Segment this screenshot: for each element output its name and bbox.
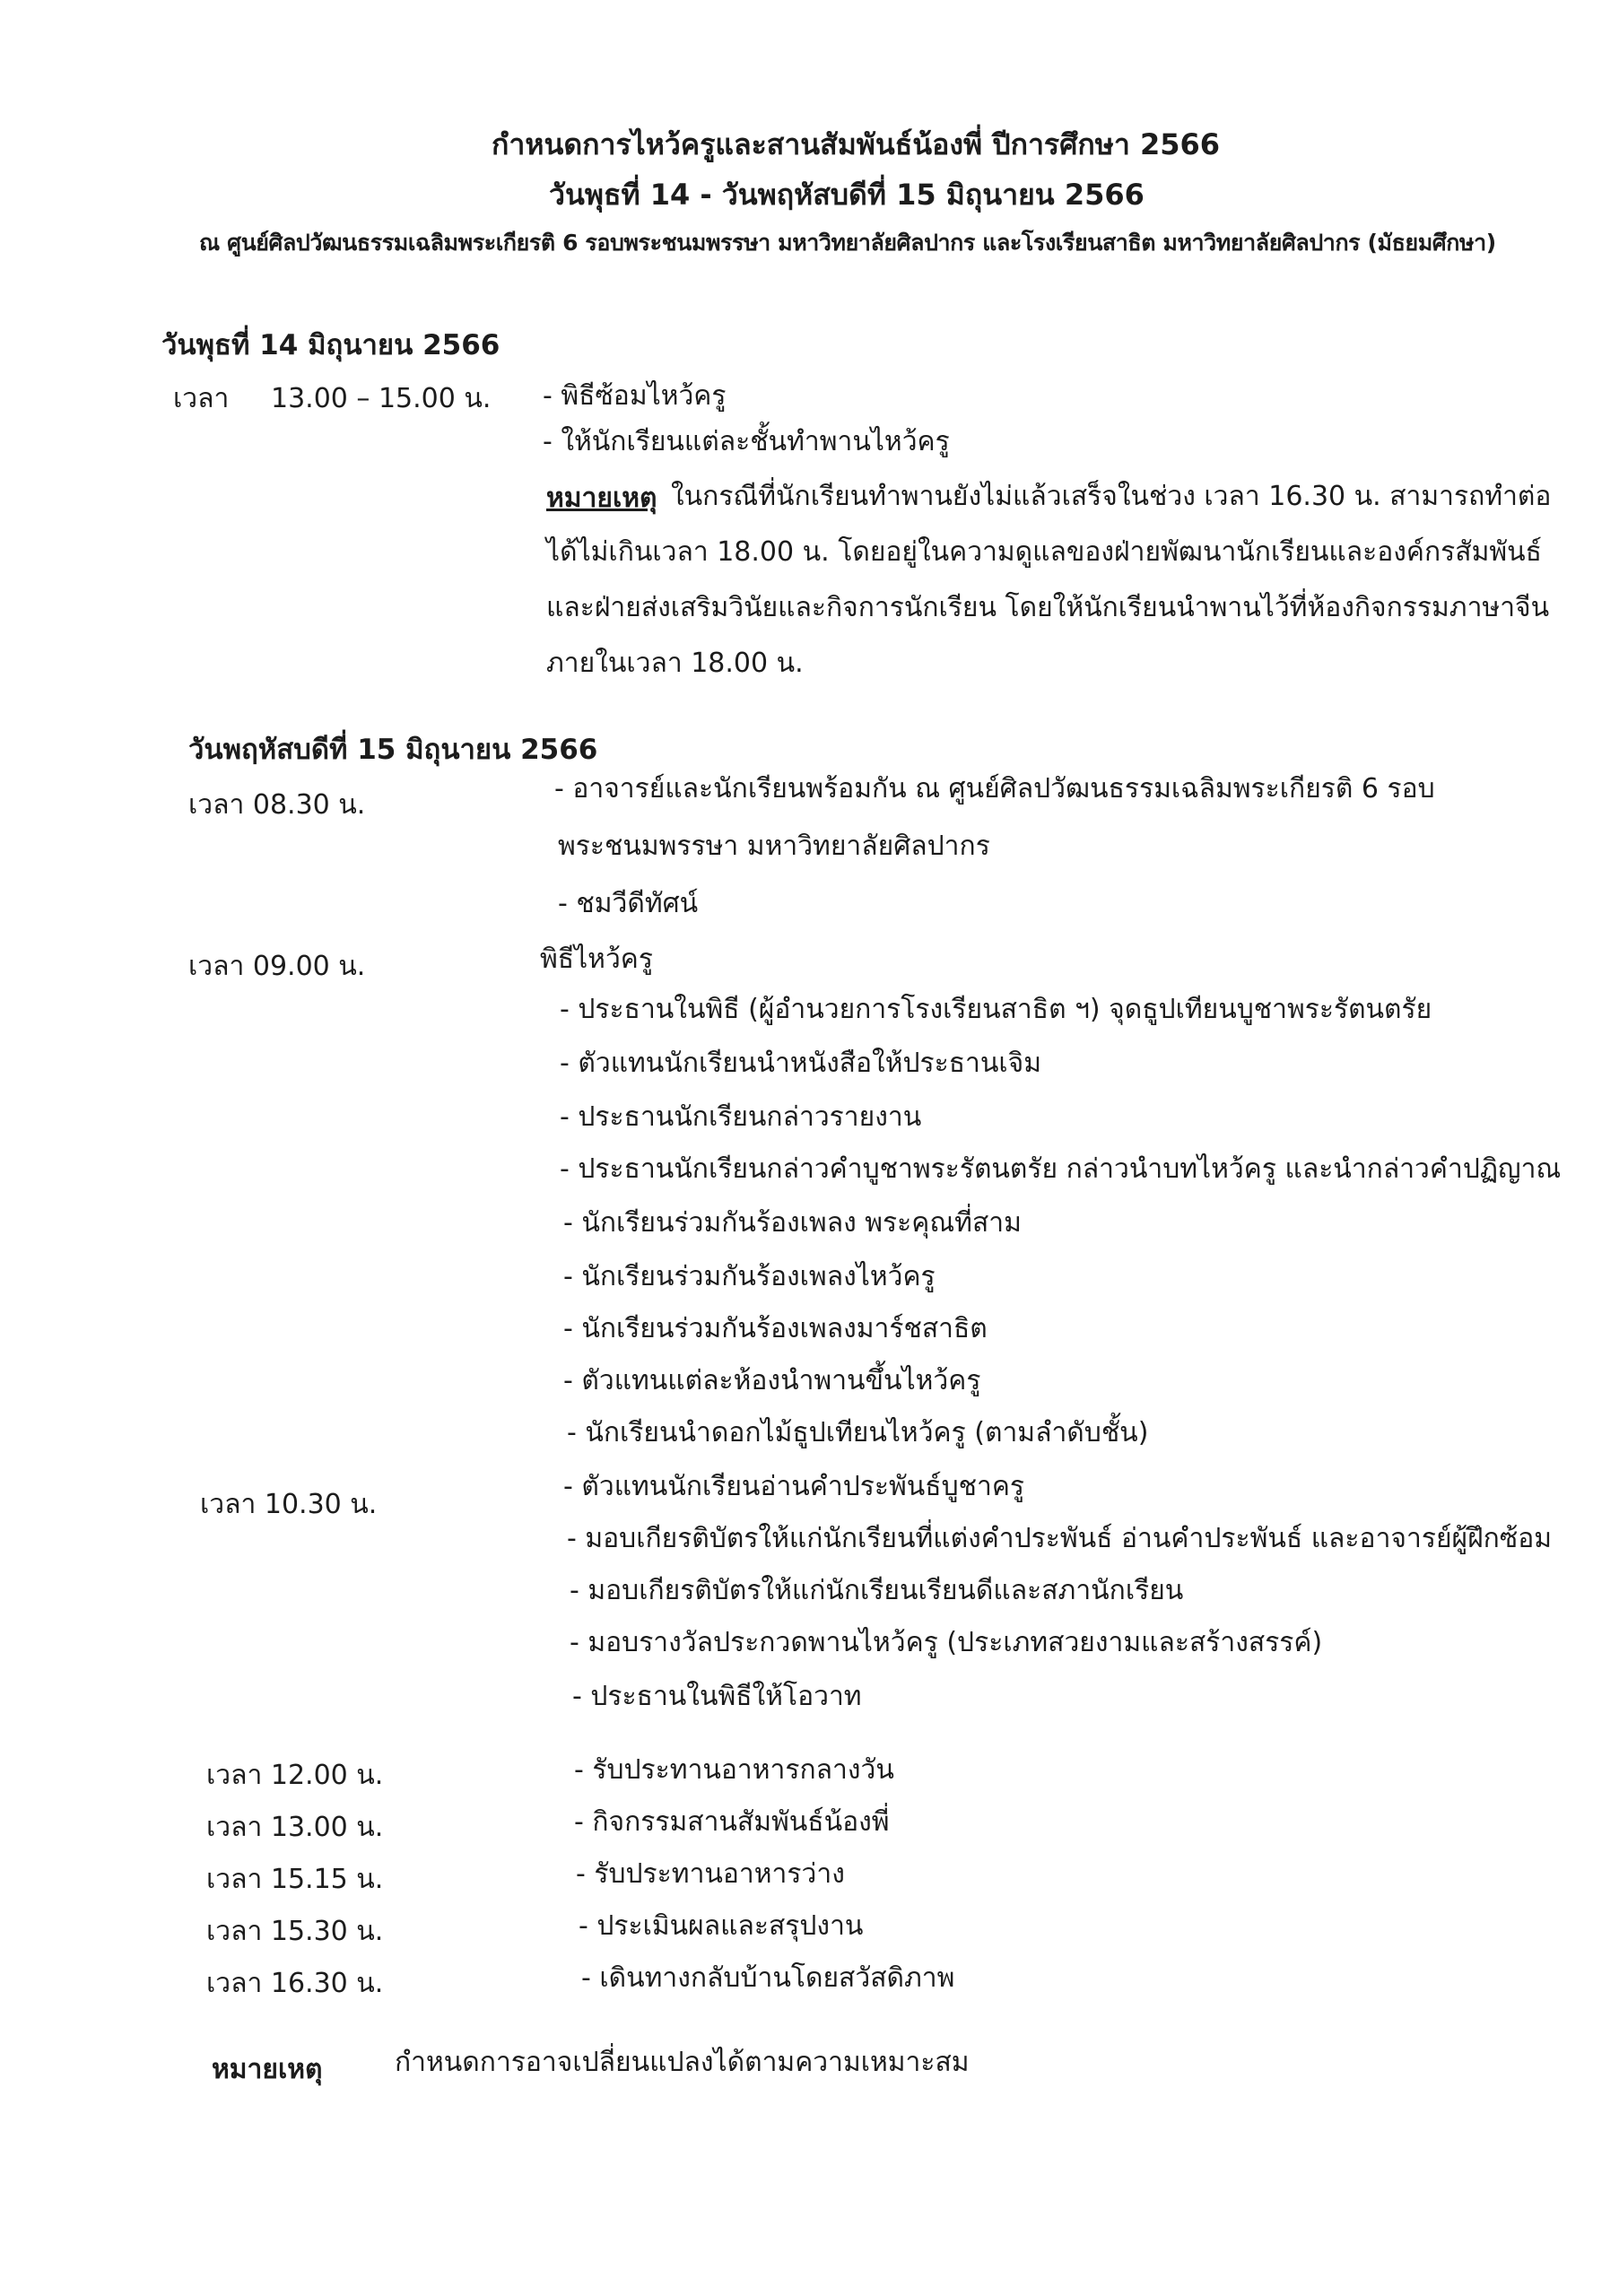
day1-note-line: ในกรณีที่นักเรียนทำพานยังไม่แล้วเสร็จในช่วง เวลา 16.30 น. สามารถทำต่อ: [671, 481, 1552, 512]
day2-time: เวลา 08.30 น.: [188, 789, 366, 821]
footer-note-label: หมายเหตุ: [212, 2054, 323, 2085]
day2-line: - นักเรียนร่วมกันร้องเพลงไหว้ครู: [563, 1261, 936, 1292]
day2-line: - กิจกรรมสานสัมพันธ์น้องพี่: [574, 1806, 890, 1838]
day2-time: เวลา 15.30 น.: [206, 1916, 384, 1947]
day2-line: - รับประทานอาหารกลางวัน: [574, 1754, 894, 1786]
day1-note-label: หมายเหตุ: [546, 483, 657, 514]
day2-line: - มอบรางวัลประกวดพานไหว้ครู (ประเภทสวยงามและสร้างสรรค์): [570, 1627, 1323, 1658]
day1-note-line: ภายในเวลา 18.00 น.: [546, 648, 804, 679]
day2-time: เวลา 15.15 น.: [206, 1864, 384, 1895]
day1-item: - พิธีซ้อมไหว้ครู: [543, 380, 727, 412]
day1-time-label: เวลา: [173, 383, 230, 414]
day1-item: - ให้นักเรียนแต่ละชั้นทำพานไหว้ครู: [543, 426, 950, 457]
day2-line: - ชมวีดีทัศน์: [558, 888, 699, 919]
day2-time: เวลา 10.30 น.: [200, 1489, 378, 1520]
day1-note-line: และฝ่ายส่งเสริมวินัยและกิจการนักเรียน โดยให้นักเรียนนำพานไว้ที่ห้องกิจกรรมภาษาจีน: [546, 592, 1550, 623]
day2-time: เวลา 12.00 น.: [206, 1760, 384, 1791]
day2-line: - นักเรียนร่วมกันร้องเพลง พระคุณที่สาม: [563, 1207, 1022, 1239]
footer-note-text: กำหนดการอาจเปลี่ยนแปลงได้ตามความเหมาะสม: [395, 2047, 970, 2078]
day2-line: - ประเมินผลและสรุปงาน: [579, 1910, 864, 1942]
day2-line: - เดินทางกลับบ้านโดยสวัสดิภาพ: [581, 1962, 955, 1994]
day1-note-line: ได้ไม่เกินเวลา 18.00 น. โดยอยู่ในความดูแลของฝ่ายพัฒนานักเรียนและองค์กรสัมพันธ์: [546, 536, 1542, 568]
day1-time: 13.00 – 15.00 น.: [271, 383, 492, 414]
document-venue: ณ ศูนย์ศิลปวัฒนธรรมเฉลิมพระเกียรติ 6 รอบพระชนมพรรษา มหาวิทยาลัยศิลปากร และโรงเรียนสาธิต มหาวิทยาลัยศิลปากร (มัธยมศึกษา): [199, 230, 1496, 256]
day2-line: - ประธานในพิธี (ผู้อำนวยการโรงเรียนสาธิต ฯ) จุดธูปเทียนบูชาพระรัตนตรัย: [560, 994, 1432, 1025]
document-dates: วันพุธที่ 14 - วันพฤหัสบดีที่ 15 มิถุนายน 2566: [549, 178, 1145, 212]
day2-line: - มอบเกียรติบัตรให้แก่นักเรียนเรียนดีและสภานักเรียน: [570, 1575, 1184, 1606]
day2-line: - รับประทานอาหารว่าง: [576, 1858, 845, 1890]
day2-line: พิธีไหว้ครู: [540, 944, 653, 975]
day2-line: - นักเรียนร่วมกันร้องเพลงมาร์ชสาธิต: [563, 1313, 988, 1344]
day2-line: - ประธานนักเรียนกล่าวรายงาน: [560, 1101, 922, 1133]
day2-line: - ตัวแทนนักเรียนนำหนังสือให้ประธานเจิม: [560, 1048, 1042, 1079]
day1-heading: วันพุธที่ 14 มิถุนายน 2566: [161, 329, 500, 361]
day2-line: - ตัวแทนแต่ละห้องนำพานขึ้นไหว้ครู: [563, 1365, 981, 1396]
day2-line: - ประธานในพิธีให้โอวาท: [572, 1681, 862, 1712]
day2-line: - นักเรียนนำดอกไม้ธูปเทียนไหว้ครู (ตามลำดับชั้น): [567, 1417, 1149, 1448]
day2-time: เวลา 09.00 น.: [188, 951, 366, 982]
day2-line: - มอบเกียรติบัตรให้แก่นักเรียนที่แต่งคำประพันธ์ อ่านคำประพันธ์ และอาจารย์ผู้ฝึกซ้อม: [567, 1523, 1553, 1554]
day2-line: พระชนมพรรษา มหาวิทยาลัยศิลปากร: [558, 831, 990, 862]
day2-time: เวลา 13.00 น.: [206, 1812, 384, 1843]
day2-time: เวลา 16.30 น.: [206, 1968, 384, 1999]
day2-heading: วันพฤหัสบดีที่ 15 มิถุนายน 2566: [188, 734, 598, 766]
day2-line: - ประธานนักเรียนกล่าวคำบูชาพระรัตนตรัย กล่าวนำบทไหว้ครู และนำกล่าวคำปฏิญาณ: [560, 1153, 1562, 1185]
day2-line: - อาจารย์และนักเรียนพร้อมกัน ณ ศูนย์ศิลปวัฒนธรรมเฉลิมพระเกียรติ 6 รอบ: [554, 773, 1435, 804]
day2-line: - ตัวแทนนักเรียนอ่านคำประพันธ์บูชาครู: [563, 1471, 1025, 1502]
document-title: กำหนดการไหว้ครูและสานสัมพันธ์น้องพี่ ปีการศึกษา 2566: [492, 127, 1221, 161]
